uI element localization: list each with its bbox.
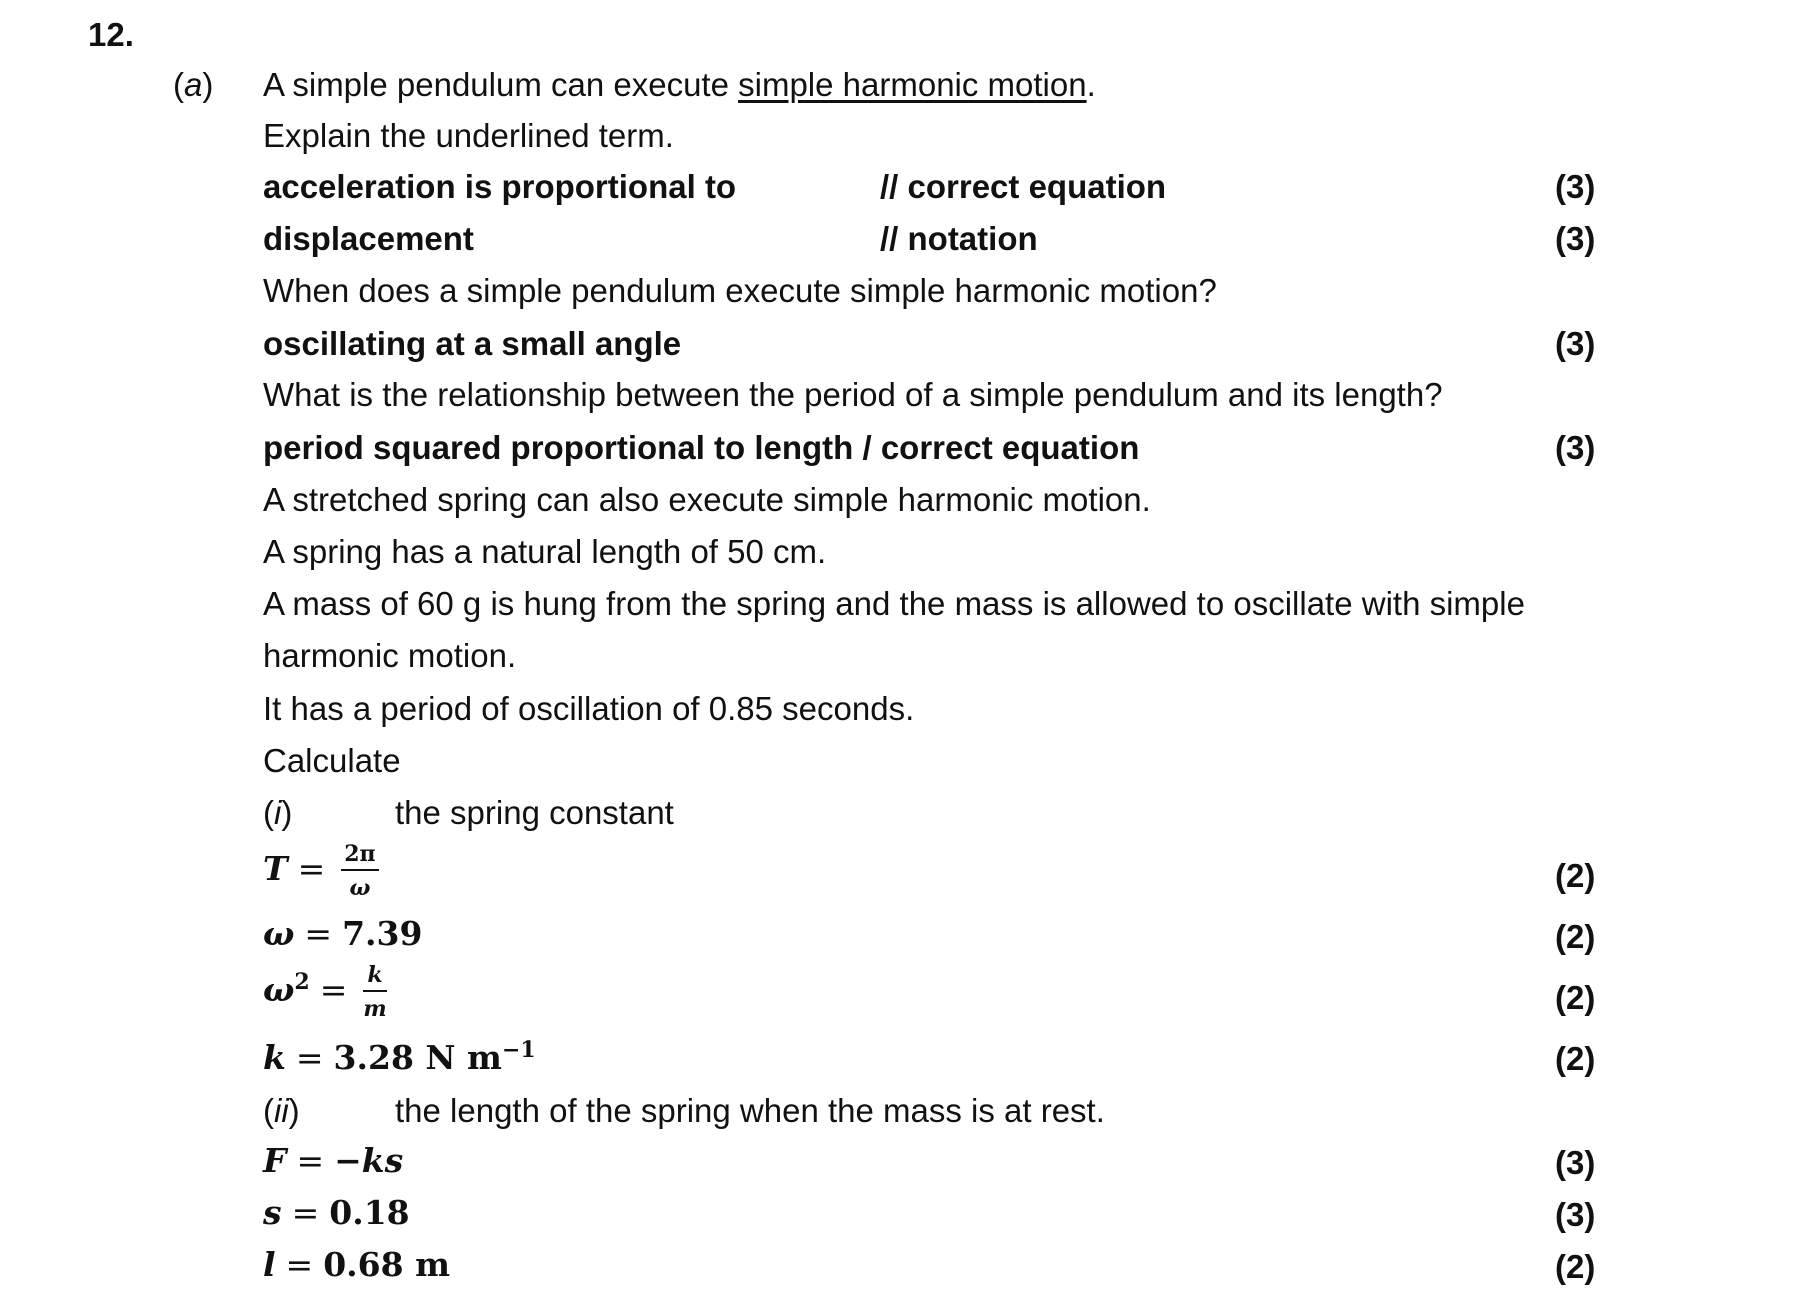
when-prompt: When does a simple pendulum execute simple harmonic motion? [263, 272, 1217, 309]
equation-ii-1-mark: (3) [1555, 1144, 1596, 1181]
subpart-i-label: (i) [263, 794, 293, 831]
answer-2-left: displacement [263, 220, 474, 257]
eq-i1-den: ω [349, 875, 371, 901]
spring-line-5: It has a period of oscillation of 0.85 seconds. [263, 690, 915, 727]
eq-i4-lhs: k [263, 1038, 286, 1077]
equation-ii-3-mark: (2) [1555, 1248, 1596, 1285]
equation-ii-1 [263, 1141, 404, 1180]
eq-ii2-lhs: s [263, 1193, 282, 1232]
equation-i-1-mark: (2) [1555, 857, 1596, 894]
answer-1-right: // correct equation [880, 168, 1167, 205]
eq-i2-rel: = [304, 914, 333, 953]
when-mark: (3) [1555, 325, 1596, 362]
eq-i2-rhs: 7.39 [342, 914, 423, 953]
eq-ii1-rhs: −ks [334, 1141, 404, 1180]
subpart-i-roman: i [274, 794, 282, 831]
answer-2-right: // notation [880, 220, 1038, 257]
intro-before: A simple pendulum can execute [263, 66, 739, 103]
equation-i-1 [263, 843, 379, 899]
equation-i-3-mark: (2) [1555, 979, 1596, 1016]
spring-line-4: harmonic motion. [263, 637, 517, 674]
eq-i2-lhs: ω [263, 914, 295, 953]
eq-i4-rel: = [295, 1038, 324, 1077]
eq-i3-rel: = [319, 970, 348, 1009]
answer-2-mark: (3) [1555, 220, 1596, 257]
intro-after: . [1086, 66, 1096, 103]
eq-ii1-rel: = [296, 1141, 325, 1180]
subpart-ii-label: (ii) [263, 1092, 300, 1129]
equation-i-4-mark: (2) [1555, 1040, 1596, 1077]
eq-i3-den: m [363, 996, 387, 1022]
relationship-mark: (3) [1555, 429, 1596, 466]
eq-i1-lhs: T [263, 849, 288, 888]
eq-i3-lhs: ω [263, 970, 295, 1009]
subpart-i-text: the spring constant [395, 794, 674, 831]
eq-i1-num: 2π [341, 843, 378, 871]
eq-i1-fraction [341, 843, 378, 899]
eq-ii2-rhs: 0.18 [329, 1193, 410, 1232]
eq-i4-rhs-sup: −1 [501, 1037, 536, 1063]
equation-ii-3 [263, 1245, 450, 1284]
equation-i-4 [263, 1037, 536, 1077]
part-letter: a [184, 66, 203, 103]
eq-ii3-lhs: l [263, 1245, 276, 1284]
eq-ii3-rhs: 0.68 m [323, 1245, 450, 1284]
intro-line [263, 68, 1096, 101]
answer-1-mark: (3) [1555, 168, 1596, 205]
eq-i3-fraction [363, 964, 386, 1020]
when-answer: oscillating at a small angle [263, 325, 682, 362]
equation-ii-2 [263, 1193, 410, 1232]
eq-i3-num: k [363, 964, 386, 992]
eq-ii1-lhs: F [263, 1141, 287, 1180]
spring-line-3: A mass of 60 g is hung from the spring and the mass is allowed to oscillate with simple [263, 585, 1525, 622]
eq-i3-lhs-sup: 2 [294, 969, 310, 995]
equation-i-2 [263, 914, 423, 953]
spring-line-1: A stretched spring can also execute simple harmonic motion. [263, 481, 1151, 518]
equation-i-2-mark: (2) [1555, 918, 1596, 955]
eq-i1-rel: = [297, 849, 326, 888]
eq-ii2-rel: = [291, 1193, 320, 1232]
answer-1-left: acceleration is proportional to [263, 168, 737, 205]
part-label: (a) [173, 66, 214, 103]
relationship-answer: period squared proportional to length / correct equation [263, 429, 1140, 466]
calculate-label: Calculate [263, 742, 401, 779]
relationship-prompt: What is the relationship between the period of a simple pendulum and its length? [263, 376, 1443, 413]
eq-ii3-rel: = [285, 1245, 314, 1284]
equation-i-3 [263, 964, 387, 1020]
underlined-term: simple harmonic motion [738, 66, 1087, 103]
subpart-ii-text: the length of the spring when the mass is at rest. [395, 1092, 1105, 1129]
eq-i4-rhs: 3.28 N m [333, 1038, 502, 1077]
equation-ii-2-mark: (3) [1555, 1196, 1596, 1233]
spring-line-2: A spring has a natural length of 50 cm. [263, 533, 827, 570]
subpart-ii-roman: ii [274, 1092, 289, 1129]
question-number: 12. [88, 16, 134, 53]
explain-prompt: Explain the underlined term. [263, 117, 674, 154]
